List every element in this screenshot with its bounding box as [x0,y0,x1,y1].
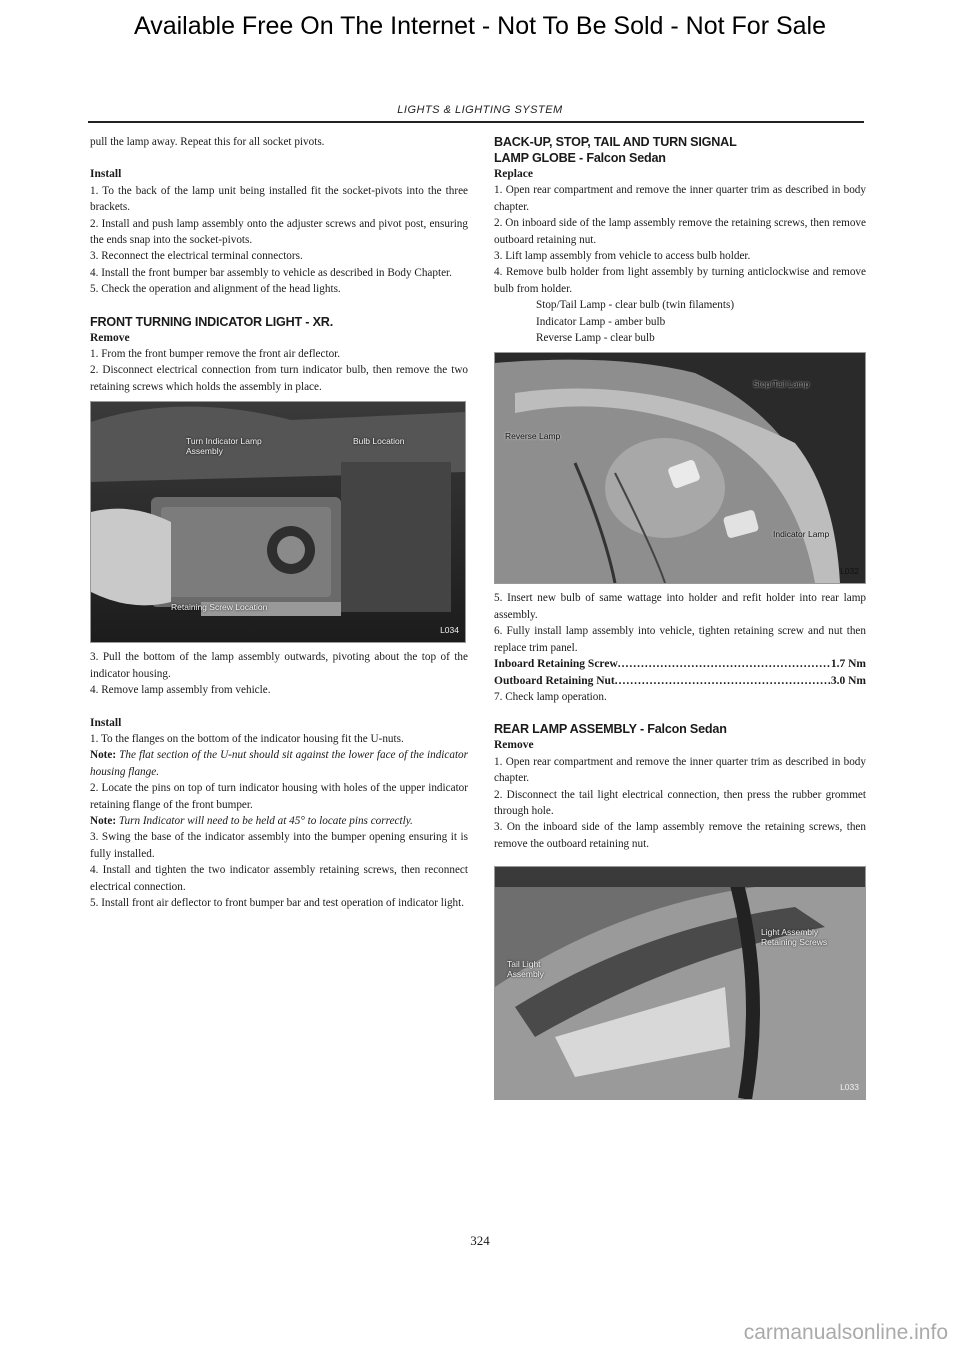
bulb-list-item: Reverse Lamp - clear bulb [536,332,655,345]
replace-step: 3. Lift lamp assembly from vehicle to access bulb holder. [494,250,751,263]
figure-label-bulb-location: Bulb Location [353,436,405,447]
install-heading: Install [90,168,122,181]
running-head: LIGHTS & LIGHTING SYSTEM [397,104,563,116]
rear-lamp-photo [494,866,866,1100]
figure-label-reverse: Reverse Lamp [505,431,561,442]
front-indicator-photo [90,401,466,643]
banner-text: Available Free On The Internet - Not To Be Sold - Not For Sale [133,12,827,40]
install-step: 4. Install and tighten the two indicator assembly retaining screws, then reconnect electrical connection. [90,864,468,893]
leader-dots [615,673,831,689]
replace-step: 2. On inboard side of the lamp assembly remove the retaining screws, then remove outboard retaining nut. [494,217,866,246]
intro-paragraph: pull the lamp away. Repeat this for all socket pivots. [90,136,325,148]
figure-label-indicator: Indicator Lamp [773,529,830,540]
figure-label-stop-tail: Stop/Tail Lamp [753,379,810,390]
footer-watermark: carmanualsonline.info [743,1321,948,1344]
install-step: 5. Install front air deflector to front bumper bar and test operation of indicator light. [90,896,465,909]
install-step: 5. Check the operation and alignment of the head lights. [90,283,341,296]
replace-step: 1. Open rear compartment and remove the inner quarter trim as described in body chapter. [494,184,866,213]
remove-heading: Remove [494,739,534,752]
install-step: 3. Reconnect the electrical terminal connectors. [90,250,303,263]
figure-label-lamp-assembly: Turn Indicator Lamp Assembly [186,436,262,457]
left-column [90,134,468,911]
remove-step: 2. Disconnect the tail light electrical connection, then press the rubber grommet through hole. [494,788,866,817]
install-step: 3. Swing the base of the indicator assembly into the bumper opening ensuring it is fully installed. [90,831,468,860]
remove-step: 1. Open rear compartment and remove the inner quarter trim as described in body chapter. [494,755,866,785]
install-step: 2. Locate the pins on top of turn indicator housing with holes of the upper indicator retaining flange of the front bumper. [90,782,468,811]
torque-spec-row [494,673,866,689]
rear-lamp-photo-image [495,867,865,1099]
leader-dots [618,656,831,672]
remove-step: 2. Disconnect electrical connection from turn indicator bulb, then remove the two retaining screws which holds the assembly in place. [90,364,468,393]
torque-spec-label: Outboard Retaining Nut [494,674,615,687]
install-step: 1. To the back of the lamp unit being installed fit the socket-pivots into the three brackets. [90,184,468,214]
page-number: 324 [470,1233,490,1248]
note-text: Turn Indicator will need to be held at 45° to locate pins correctly. [118,814,413,827]
globe-title-line2: LAMP GLOBE - Falcon Sedan [494,151,666,165]
figure-label-retaining-screw: Retaining Screw Location [171,602,268,613]
right-column [494,134,866,1106]
remove-step: 1. From the front bumper remove the front air deflector. [90,348,341,361]
torque-spec-value: 3.0 Nm [830,674,866,687]
header-rule [88,121,864,123]
remove-step: 4. Remove lamp assembly from vehicle. [90,684,271,697]
replace-step: 5. Insert new bulb of same wattage into holder and refit holder into rear lamp assembly. [494,592,866,621]
remove-step: 3. On the inboard side of the lamp assembly remove the retaining screws, then remove the outboard retaining nut. [494,821,866,850]
torque-spec-value: 1.7 Nm [830,658,866,671]
replace-step: 6. Fully install lamp assembly into vehicle, tighten retaining screw and nut then replace trim panel. [494,625,866,654]
replace-step: 4. Remove bulb holder from light assembly by turning anticlockwise and remove bulb from holder. [494,266,866,295]
figure-code: L034 [440,624,459,635]
install-step: 4. Install the front bumper bar assembly to vehicle as described in Body Chapter. [90,266,452,279]
globe-title-line1: BACK-UP, STOP, TAIL AND TURN SIGNAL [494,135,737,149]
install-step: 2. Install and push lamp assembly onto the adjuster screws and pivot post, ensuring the ends snap into the socket-pivots. [90,217,468,247]
bulb-list-item: Indicator Lamp - amber bulb [536,315,666,328]
front-indicator-title: FRONT TURNING INDICATOR LIGHT - XR. [90,314,333,329]
bulb-list-item: Stop/Tail Lamp - clear bulb (twin filaments) [536,299,735,312]
lamp-bulbs-photo [494,352,866,584]
figure-label-tail-light: Tail Light Assembly [507,959,544,980]
rear-lamp-title: REAR LAMP ASSEMBLY - Falcon Sedan [494,722,727,737]
figure-label-retaining-screws: Light Assembly Retaining Screws [761,927,828,948]
note-paragraph [90,813,468,829]
figure-code: L033 [840,1081,859,1092]
lamp-bulbs-photo-image [495,353,865,583]
note-label: Note: [90,749,117,762]
remove-heading: Remove [90,331,130,344]
install-heading-2: Install [90,716,122,729]
torque-spec-label: Inboard Retaining Screw [494,658,618,671]
replace-heading: Replace [494,168,533,180]
note-text: The flat section of the U-nut should sit against the lower face of the indicator housing flange. [90,749,469,778]
install-step: 1. To the flanges on the bottom of the indicator housing fit the U-nuts. [90,732,404,745]
note-label: Note: [90,814,117,827]
replace-step: 7. Check lamp operation. [494,690,607,703]
torque-spec-row [494,656,866,672]
note-paragraph [90,747,468,780]
figure-code: L032 [840,566,859,577]
remove-step: 3. Pull the bottom of the lamp assembly outwards, pivoting about the top of the indicator housing. [90,651,468,680]
front-indicator-photo-image [91,402,465,642]
